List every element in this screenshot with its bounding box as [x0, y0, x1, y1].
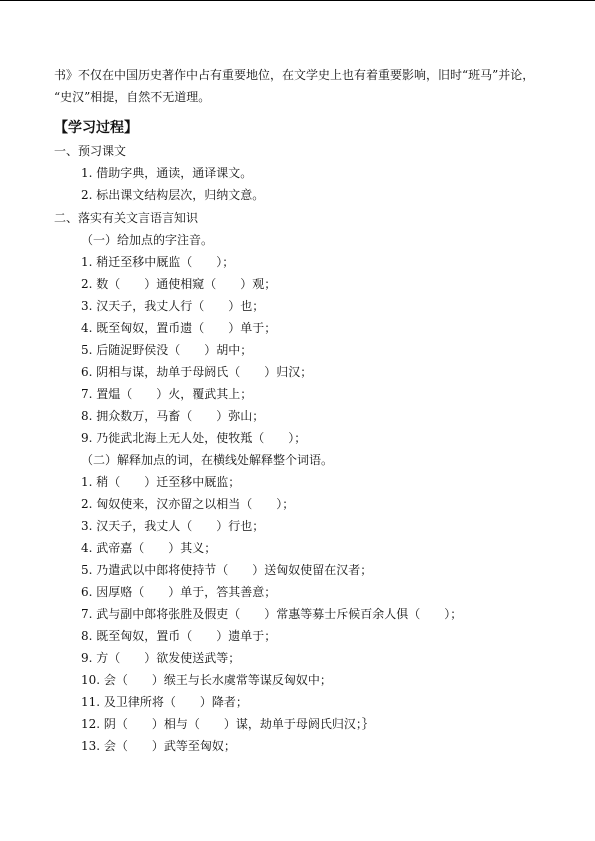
explanation-item: 1. 稍（ ）迁至移中厩监；	[81, 475, 241, 489]
intro-line-2: “史汉”相提，自然不无道理。	[54, 90, 211, 104]
pronunciation-item: 1. 稍迁至移中厩监（ ）；	[81, 255, 235, 269]
explanation-item: 3. 汉天子，我丈人（ ）行也；	[81, 519, 265, 533]
intro-paragraph	[54, 64, 554, 108]
top-border-line	[0, 0, 595, 1]
explanation-item: 13. 会（ ）武等至匈奴；	[81, 739, 236, 753]
explanation-item: 12. 阴（ ）相与（ ）谋，劫单于母阏氏归汉；｝	[81, 717, 374, 731]
pronunciation-item: 3. 汉天子，我丈人行（ ）也；	[81, 299, 265, 313]
explanation-item: 2. 匈奴使来，汉亦留之以相当（ ）；	[81, 497, 295, 511]
explanation-item: 8. 既至匈奴，置币（ ）遗单于；	[81, 629, 277, 643]
part1-title: 一、预习课文	[54, 144, 127, 158]
explanation-item: 5. 乃遣武以中郎将使持节（ ）送匈奴使留在汉者；	[81, 563, 373, 577]
part1-item: 2. 标出课文结构层次，归纳文意。	[81, 188, 265, 202]
pronunciation-item: 8. 拥众数万，马畜（ ）弥山；	[81, 409, 265, 423]
explanation-item: 11. 及卫律所将（ ）降者；	[81, 695, 248, 709]
explanation-item: 7. 武与副中郎将张胜及假吏（ ）常惠等募士斥候百余人俱（ ）；	[81, 607, 463, 621]
explanation-item: 4. 武帝嘉（ ）其义；	[81, 541, 217, 555]
explanation-item: 6. 因厚赂（ ）单于，答其善意；	[81, 585, 277, 599]
explanation-item: 10. 会（ ）缑王与长水虞常等谋反匈奴中；	[81, 673, 332, 687]
part1-item: 1. 借助字典，通读，通译课文。	[81, 166, 253, 180]
pronunciation-item: 5. 后随浞野侯没（ ）胡中；	[81, 343, 253, 357]
explanation-item: 9. 方（ ）欲发使送武等；	[81, 651, 241, 665]
pronunciation-item: 4. 既至匈奴，置币遗（ ）单于；	[81, 321, 277, 335]
part2-title: 二、落实有关文言语言知识	[54, 211, 199, 225]
pronunciation-item: 9. 乃徙武北海上无人处，使牧羝（ ）；	[81, 431, 307, 445]
pronunciation-item: 6. 阴相与谋，劫单于母阏氏（ ）归汉；	[81, 365, 313, 379]
part2-sub2-title: （二）解释加点的词，在横线处解释整个词语。	[81, 453, 334, 467]
intro-line-1: 书》不仅在中国历史著作中占有重要地位，在文学史上也有着重要影响，旧时“班马”并论，	[54, 68, 535, 82]
part2-sub1-title: （一）给加点的字注音。	[81, 233, 214, 247]
pronunciation-item: 2. 数（ ）通使相窥（ ）观；	[81, 277, 277, 291]
pronunciation-item: 7. 置煴（ ）火，覆武其上；	[81, 387, 253, 401]
section-title: 【学习过程】	[54, 120, 138, 136]
